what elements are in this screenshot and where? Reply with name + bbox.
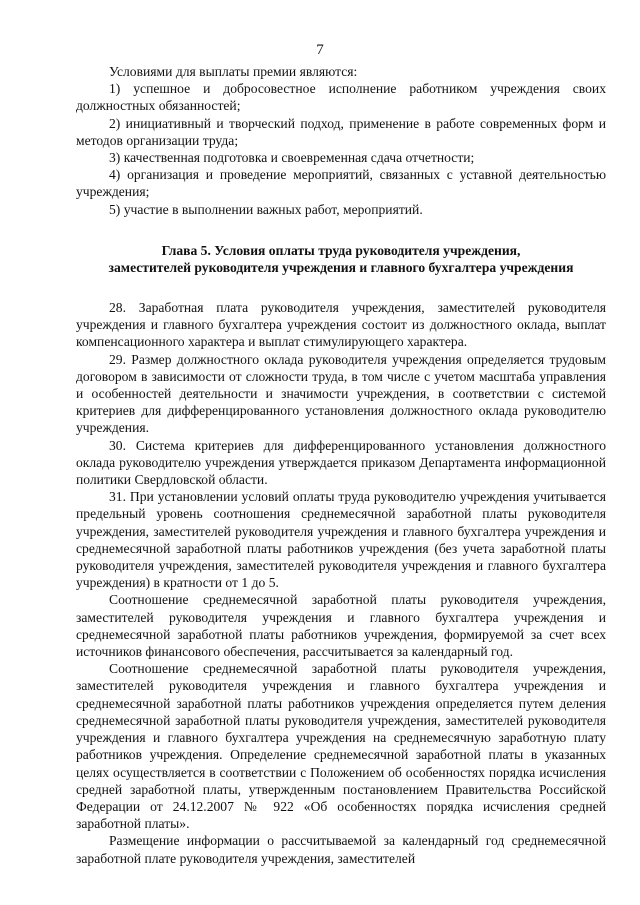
chapter-title-line-1: Глава 5. Условия оплаты труда руководителя учреждения, — [161, 242, 521, 258]
chapter-title-line-2: заместителей руководителя учреждения и главного бухгалтера учреждения — [108, 260, 574, 276]
premium-item-4: 4) организация и проведение мероприятий, связанных с уставной деятельностью учреждения; — [76, 167, 606, 200]
chapter-heading — [76, 242, 606, 277]
paragraph-publication: Размещение информации о рассчитываемой за календарный год среднемесячной заработной плате руководителя учреждения, заместителей — [76, 833, 606, 866]
paragraph-ratio-method: Соотношение среднемесячной заработной платы руководителя учреждения, заместителей руководителя учреждения и главного бухгалтера учреждения и среднемесячной заработной платы работников учреждения определяется путем деления среднемесячной заработной платы руководителя учреждения, заместителей руководителя учреждения и главного бухгалтера учреждения на среднемесячную заработную плату работников учреждения. Определение среднемесячной заработной платы в указанных целях осуществляется в соответствии с Положением об особенностях порядка исчисления средней заработной платы, утвержденным постановлением Правительства Российской Федерации от 24.12.2007 № 922 «Об особенностях порядка исчисления средней заработной платы». — [76, 661, 606, 832]
paragraph-30: 30. Система критериев для дифференцированного установления должностного оклада руководителю учреждения утверждается приказом Департамента информационной политики Свердловской области. — [76, 437, 606, 488]
paragraph-28: 28. Заработная плата руководителя учреждения, заместителей руководителя учреждения и главного бухгалтера учреждения состоит из должностного оклада, выплат компенсационного характера и выплат стимулирующего характера. — [76, 300, 606, 350]
premium-conditions — [76, 63, 606, 218]
premium-item-1: 1) успешное и добросовестное исполнение работником учреждения своих должностных обязанностей; — [76, 81, 606, 114]
paragraph-29: 29. Размер должностного оклада руководителя учреждения определяется трудовым договором в зависимости от сложности труда, в том числе с учетом масштаба управления и особенностей деятельности и значимости учреждения, в соответствии с системой критериев для дифференцированного установления должностного оклада руководителю учреждения. — [76, 351, 606, 436]
chapter-text — [76, 299, 606, 867]
page-number: 7 — [316, 42, 324, 58]
premium-item-3: 3) качественная подготовка и своевременная сдача отчетности; — [109, 150, 475, 166]
paragraph-31: 31. При установлении условий оплаты труда руководителю учреждения учитывается предельный уровень соотношения среднемесячной заработной платы руководителя учреждения, заместителей руководителя учреждения и главного бухгалтера учреждения и среднемесячной заработной платы работников учреждения (без учета заработной платы руководителя учреждения, заместителей руководителя учреждения и главного бухгалтера учреждения) в кратности от 1 до 5. — [76, 489, 606, 591]
premium-item-5: 5) участие в выполнении важных работ, мероприятий. — [109, 201, 423, 217]
premium-intro: Условиями для выплаты премии являются: — [109, 64, 358, 79]
premium-item-2: 2) инициативный и творческий подход, применение в работе современных форм и методов организации труда; — [76, 115, 606, 148]
document-body — [76, 63, 606, 867]
paragraph-ratio-period: Соотношение среднемесячной заработной платы руководителя учреждения, заместителей руководителя учреждения и главного бухгалтера учреждения и среднемесячной заработной платы работников учреждения, формируемой за счет всех источников финансового обеспечения, рассчитывается за календарный год. — [76, 592, 606, 660]
